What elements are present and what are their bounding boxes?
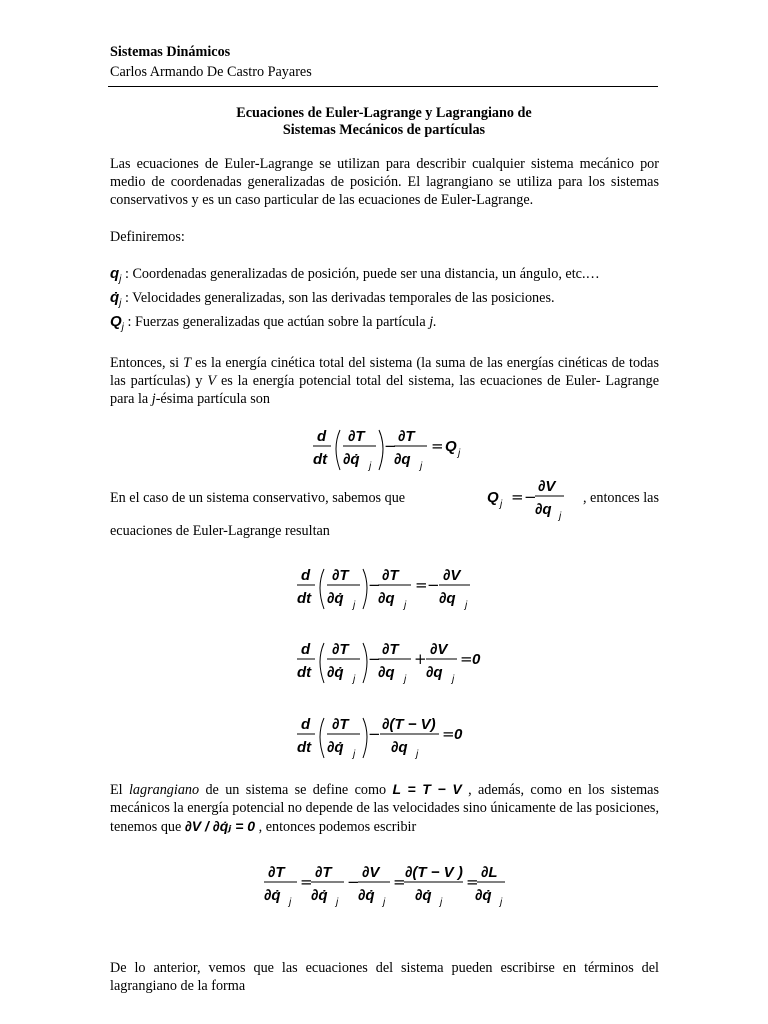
course-header: Sistemas Dinámicos <box>110 44 231 60</box>
svg-text:Q: Q <box>487 489 499 506</box>
svg-text:j: j <box>383 897 386 908</box>
svg-text:j: j <box>416 749 419 760</box>
svg-text:∂q̇: ∂q̇ <box>475 887 492 904</box>
svg-text:∂V: ∂V <box>443 567 461 584</box>
svg-text:∂T: ∂T <box>332 567 349 584</box>
svg-text:∂q̇: ∂q̇ <box>327 664 344 681</box>
svg-text:=: = <box>442 725 455 743</box>
svg-text:∂V: ∂V <box>538 478 556 495</box>
svg-text:−: − <box>347 873 360 891</box>
document-title-line-2: Sistemas Mecánicos de partículas <box>282 122 486 138</box>
author-header: Carlos Armando De Castro Payares <box>110 64 312 80</box>
svg-text:∂T: ∂T <box>348 428 365 445</box>
equation-conservative-1 <box>294 563 474 615</box>
svg-text:j: j <box>353 600 356 611</box>
svg-text:=: = <box>393 873 406 891</box>
svg-text:∂q: ∂q <box>426 664 443 681</box>
svg-text:j: j <box>559 511 562 522</box>
svg-text:∂V: ∂V <box>430 641 448 658</box>
svg-text:j: j <box>289 897 292 908</box>
svg-text:j: j <box>404 600 407 611</box>
svg-text:d: d <box>301 641 311 658</box>
definition-text: : Velocidades generalizadas, son las derivadas temporales de las posiciones. <box>121 290 555 306</box>
svg-text:j: j <box>369 461 372 472</box>
definition-item <box>110 313 437 333</box>
svg-text:j: j <box>353 749 356 760</box>
equation-euler-lagrange <box>310 424 470 476</box>
conclusion-paragraph: De lo anterior, vemos que las ecuaciones del sistema pueden escribirse en términos del lagrangiano de la forma <box>110 960 659 994</box>
svg-text:j: j <box>404 674 407 685</box>
definition-text: : Coordenadas generalizadas de posición, puede ser una distancia, un ángulo, etc.… <box>121 266 600 282</box>
svg-text:j: j <box>500 897 503 908</box>
svg-text:j: j <box>465 600 468 611</box>
svg-text:−: − <box>368 576 381 594</box>
definition-symbol: Q <box>110 313 122 330</box>
svg-text:∂q̇: ∂q̇ <box>358 887 375 904</box>
equation-conservative-2 <box>294 637 484 689</box>
svg-text:−: − <box>368 650 381 668</box>
svg-text:j: j <box>500 499 503 510</box>
svg-text:∂T: ∂T <box>398 428 415 445</box>
svg-text:∂(T − V): ∂(T − V) <box>382 716 436 733</box>
svg-text:∂q̇: ∂q̇ <box>327 739 344 756</box>
svg-text:dt: dt <box>297 590 312 607</box>
svg-text:∂T: ∂T <box>315 864 332 881</box>
svg-text:=: = <box>460 650 473 668</box>
definition-subscript: j <box>119 274 122 285</box>
svg-text:∂T: ∂T <box>382 567 399 584</box>
definition-item <box>110 265 600 285</box>
definition-item <box>110 289 555 309</box>
definition-symbol: q̇ <box>110 289 120 306</box>
svg-text:j: j <box>353 674 356 685</box>
definition-subscript: j <box>121 322 124 333</box>
svg-text:dt: dt <box>297 664 312 681</box>
definition-symbol: q <box>110 265 120 282</box>
svg-text:j: j <box>458 448 461 459</box>
svg-text:∂(T − V ): ∂(T − V ) <box>405 864 463 881</box>
svg-text:∂q̇: ∂q̇ <box>343 451 360 468</box>
definition-tail: j. <box>429 314 437 330</box>
svg-text:∂q̇: ∂q̇ <box>327 590 344 607</box>
equation-conservative-3 <box>294 712 469 764</box>
svg-text:−: − <box>384 437 397 455</box>
svg-text:∂q: ∂q <box>378 590 395 607</box>
svg-text:∂q: ∂q <box>394 451 411 468</box>
svg-text:=: = <box>415 576 428 594</box>
header-rule <box>108 86 658 87</box>
equation-lagrangian-derivative <box>262 860 507 910</box>
svg-text:Q: Q <box>445 438 457 455</box>
svg-text:=: = <box>300 873 313 891</box>
svg-text:j: j <box>420 461 423 472</box>
svg-text:∂q: ∂q <box>391 739 408 756</box>
svg-text:j: j <box>440 897 443 908</box>
svg-text:∂L: ∂L <box>481 864 498 881</box>
energy-paragraph: Entonces, si T es la energía cinética total del sistema (la suma de las energías cinéticas de todas las partículas) y V es la energía potencial total del sistema, las ecuaciones de Euler- Lagrange para la j-ésima partícula son <box>110 355 660 407</box>
svg-text:dt: dt <box>313 451 328 468</box>
svg-text:=: = <box>466 873 479 891</box>
svg-text:dt: dt <box>297 739 312 756</box>
lagrangian-paragraph: El lagrangiano de un sistema se define como L = T − V , además, como en los sistemas mecánicos la energía potencial no depende de las velocidades sino únicamente de las posiciones, tenemos que ∂V / ∂q̇ⱼ = 0 , entonces podemos escribir <box>110 781 659 835</box>
intro-paragraph: Las ecuaciones de Euler-Lagrange se utilizan para describir cualquier sistema mecánico por medio de coordenadas generalizadas de posición. El lagrangiano se utiliza para los sistemas conservativos y es un caso particular de las ecuaciones de Euler-Lagrange. <box>110 156 659 208</box>
svg-text:0: 0 <box>472 651 481 668</box>
definition-text: : Fuerzas generalizadas que actúan sobre la partícula <box>123 314 430 330</box>
svg-text:∂q̇: ∂q̇ <box>264 887 281 904</box>
svg-text:j: j <box>336 897 339 908</box>
result-intro-text: ecuaciones de Euler-Lagrange resultan <box>110 523 330 539</box>
equation-conservative-force <box>484 474 566 522</box>
svg-text:−: − <box>368 725 381 743</box>
svg-text:d: d <box>301 716 311 733</box>
svg-text:∂q: ∂q <box>378 664 395 681</box>
svg-text:∂q̇: ∂q̇ <box>415 887 432 904</box>
svg-text:−: − <box>427 576 440 594</box>
svg-text:j: j <box>452 674 455 685</box>
svg-text:∂q: ∂q <box>439 590 456 607</box>
svg-text:0: 0 <box>454 726 463 743</box>
svg-text:=: = <box>511 488 524 506</box>
svg-text:∂T: ∂T <box>268 864 285 881</box>
document-title-line-1: Ecuaciones de Euler-Lagrange y Lagrangiano de <box>236 105 532 121</box>
definition-subscript: j <box>119 298 122 309</box>
svg-text:∂V: ∂V <box>362 864 380 881</box>
svg-text:−: − <box>524 488 537 506</box>
svg-text:∂T: ∂T <box>382 641 399 658</box>
svg-text:d: d <box>301 567 311 584</box>
svg-text:∂T: ∂T <box>332 641 349 658</box>
svg-text:d: d <box>317 428 327 445</box>
document-page: Sistemas Dinámicos Carlos Armando De Castro Payares Ecuaciones de Euler-Lagrange y Lagrangiano de Sistemas Mecánicos de partículas Las ecuaciones de Euler-Lagrange se utilizan para describir cualquier sistema mecánico por medio de coordenadas generalizadas de posición. El lagrangiano se utiliza para los sistemas conservativos y es un caso particular de las ecuaciones de Euler-Lagrange. Definiremos: $q_j$ : Coordenadas generalizadas de posición, puede ser una distancia, un ángulo, etc.… $q̇_j$ : Velocidades generalizadas, son las derivadas temporales de las posiciones. $Q_j$ : Fuerzas generalizadas que actúan sobre la partícula j. Entonces, si T es la energía cinética total del sistema (la suma de las energías cinéticas de todas las partículas) y V es la energía potencial total del sistema, las ecuaciones de Euler- Lagrange para la j-ésima partícula son d dt ∂T ∂q̇ j − ∂T ∂q j = Q j En el caso de un sistema conservativo, sabemos que , entonces las Q j = − ∂V ∂q j ecuaciones de Euler-Lagrange resultan d dt ∂T ∂q̇ j − ∂T ∂q j = − ∂V ∂q j d dt ∂T ∂q̇ j − ∂T ∂q j + ∂V ∂q j = 0 d dt ∂T ∂q̇ j − ∂(T − V) ∂q j = 0 El lagrangiano de un sistema se define como L = T − V , además, como en los sistemas mecánicos la energía potencial no depende de las velocidades sino únicamente de las posiciones, tenemos que ∂V / ∂q̇ⱼ = 0 , entonces podemos escribir ∂T ∂q̇ j = ∂T ∂q̇ j − ∂V ∂q̇ j = ∂(T − V ) ∂q̇ j = ∂L ∂q̇ j De lo anterior, vemos que las ecuaciones del sistema pueden escribirse en términos del lagrangiano de la forma <box>0 0 768 1024</box>
svg-text:∂T: ∂T <box>332 716 349 733</box>
definitions-heading: Definiremos: <box>110 229 185 245</box>
svg-text:+: + <box>414 650 427 668</box>
svg-text:∂q: ∂q <box>535 501 552 518</box>
svg-text:=: = <box>431 437 444 455</box>
svg-text:∂q̇: ∂q̇ <box>311 887 328 904</box>
